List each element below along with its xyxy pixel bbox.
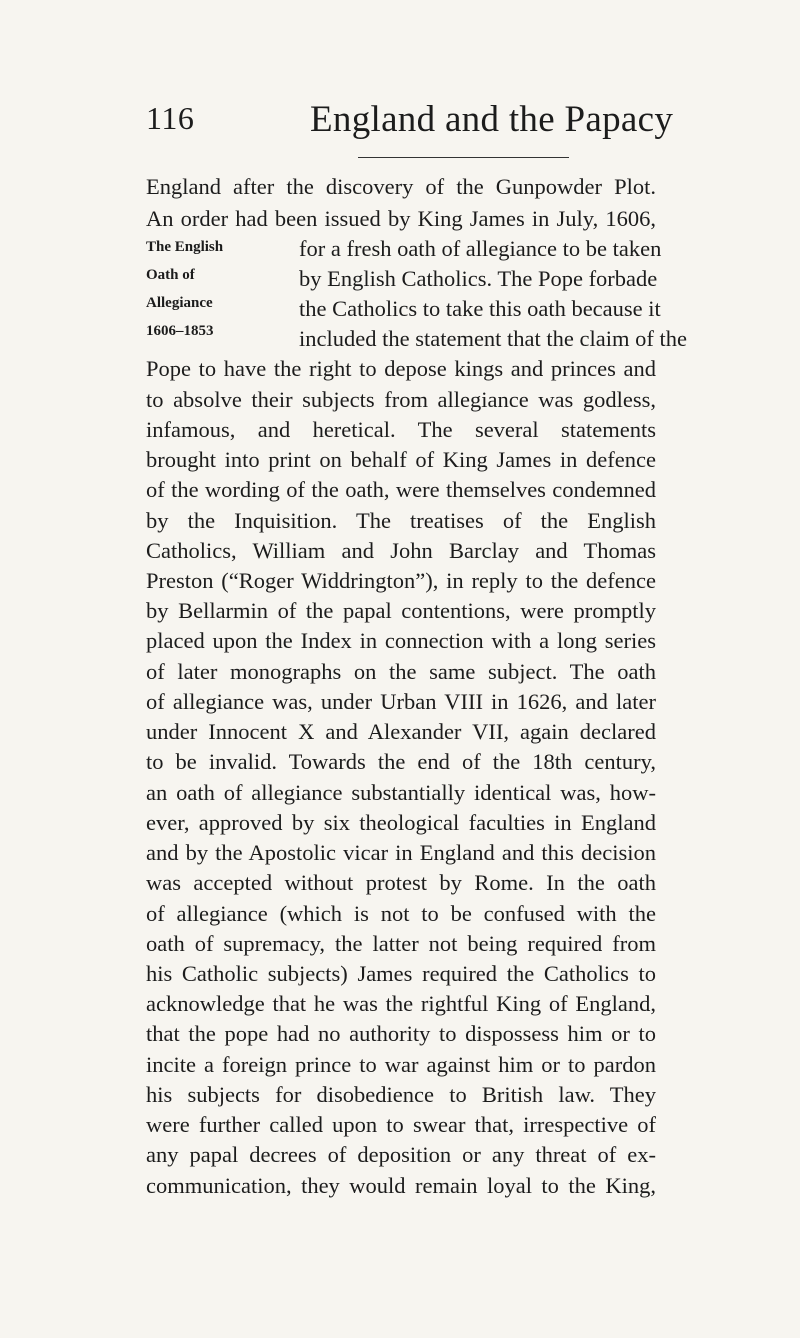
margin-note-line: Allegiance [146, 295, 213, 311]
text-line: were further called upon to swear that, irrespective of [146, 1112, 656, 1137]
text-line: Catholics, William and John Barclay and Thomas [146, 538, 656, 563]
text-line: of allegiance (which is not to be confused with the [146, 901, 656, 926]
text-line: under Innocent X and Alexander VII, again declared [146, 719, 656, 744]
text-line: of later monographs on the same subject. The oath [146, 659, 656, 684]
margin-note-line: Oath of [146, 267, 195, 283]
text-line: the Catholics to take this oath because it [299, 296, 661, 321]
page-number: 116 [146, 100, 195, 136]
text-line: communication, they would remain loyal to the King, [146, 1173, 656, 1198]
header-rule [358, 157, 569, 158]
text-line: to absolve their subjects from allegiance was godless, [146, 387, 656, 412]
text-line: England after the discovery of the Gunpowder Plot. [146, 174, 656, 199]
text-line: incite a foreign prince to war against him or to pardon [146, 1052, 656, 1077]
text-line: his subjects for disobedience to British law. They [146, 1082, 656, 1107]
text-line: oath of supremacy, the latter not being required from [146, 931, 656, 956]
text-line: placed upon the Index in connection with a long series [146, 628, 656, 653]
text-line: included the statement that the claim of the [299, 326, 687, 351]
text-line: of allegiance was, under Urban VIII in 1626, and later [146, 689, 656, 714]
text-line: and by the Apostolic vicar in England and this decision [146, 840, 656, 865]
text-line: Preston (“Roger Widdrington”), in reply to the defence [146, 568, 656, 593]
running-title: England and the Papacy [310, 99, 674, 140]
text-line: ever, approved by six theological faculties in England [146, 810, 656, 835]
text-line: infamous, and heretical. The several statements [146, 417, 656, 442]
text-line: for a fresh oath of allegiance to be taken [299, 236, 662, 261]
text-line: that the pope had no authority to dispossess him or to [146, 1021, 656, 1046]
text-line: of the wording of the oath, were themselves condemned [146, 477, 656, 502]
text-line: by Bellarmin of the papal contentions, were promptly [146, 598, 656, 623]
text-line: acknowledge that he was the rightful King of England, [146, 991, 656, 1016]
text-line: any papal decrees of deposition or any threat of ex- [146, 1142, 656, 1167]
text-line: an oath of allegiance substantially identical was, how- [146, 780, 656, 805]
text-line: by the Inquisition. The treatises of the English [146, 508, 656, 533]
text-line: his Catholic subjects) James required the Catholics to [146, 961, 656, 986]
text-line: Pope to have the right to depose kings and princes and [146, 356, 656, 381]
text-line: to be invalid. Towards the end of the 18th century, [146, 749, 656, 774]
text-line: An order had been issued by King James in July, 1606, [146, 206, 656, 231]
text-line: by English Catholics. The Pope forbade [299, 266, 658, 291]
text-line: was accepted without protest by Rome. In the oath [146, 870, 656, 895]
margin-note-line: The English [146, 239, 224, 255]
margin-note-line: 1606–1853 [146, 323, 214, 339]
text-line: brought into print on behalf of King James in defence [146, 447, 656, 472]
